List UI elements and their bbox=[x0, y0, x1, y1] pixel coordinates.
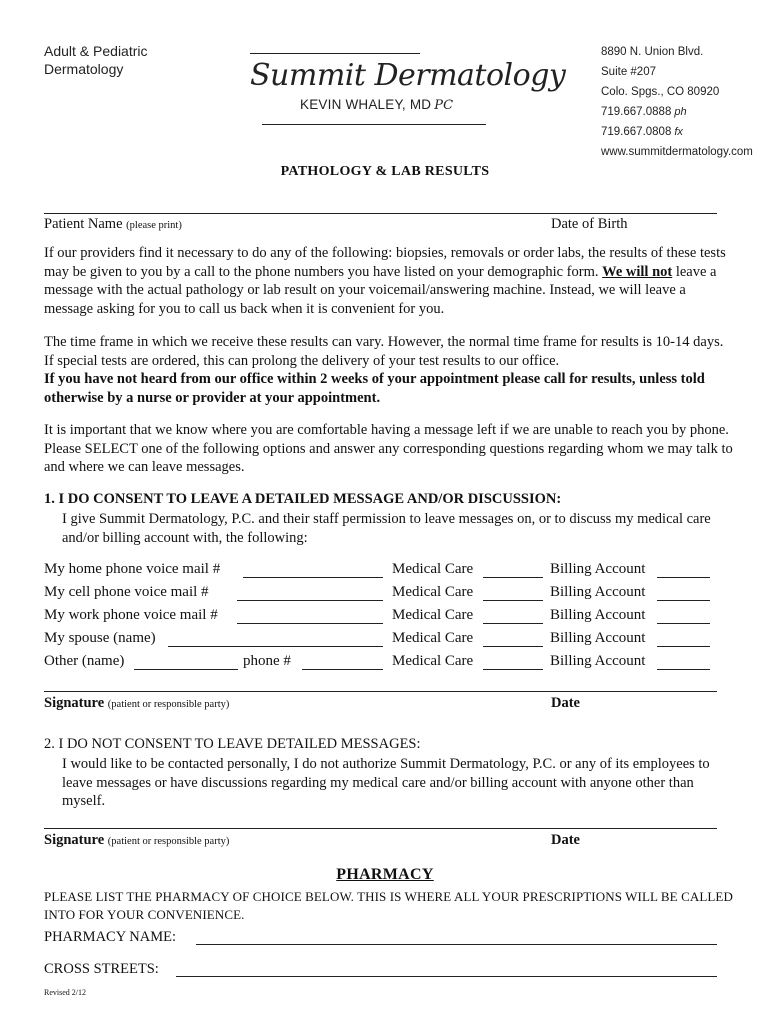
signature-hint: (patient or responsible party) bbox=[107, 699, 230, 710]
spouse-name-field[interactable] bbox=[168, 632, 383, 647]
medical-care-label: Medical Care bbox=[392, 584, 474, 600]
section2-date-label: Date bbox=[551, 832, 580, 848]
intro-p1-emphasis: We will not bbox=[602, 263, 673, 280]
work-billing-field[interactable] bbox=[657, 609, 710, 624]
pharmacy-name-label: PHARMACY NAME: bbox=[44, 929, 176, 945]
billing-account-label: Billing Account bbox=[550, 607, 646, 623]
logo-rule-bottom bbox=[262, 124, 486, 125]
website[interactable]: www.summitdermatology.com bbox=[601, 146, 753, 158]
billing-account-label: Billing Account bbox=[550, 653, 646, 669]
other-name-field[interactable] bbox=[134, 655, 238, 670]
pharmacy-name-field[interactable] bbox=[196, 944, 717, 945]
pharmacy-title: PHARMACY bbox=[336, 866, 434, 883]
home-medical-field[interactable] bbox=[483, 563, 543, 578]
logo-title: Summit Dermatology bbox=[250, 58, 566, 93]
logo-rule-top bbox=[250, 53, 420, 54]
practice-address bbox=[601, 42, 753, 162]
patient-name-label bbox=[44, 216, 182, 233]
home-phone-field[interactable] bbox=[243, 563, 383, 578]
intro-p2-a: The time frame in which we receive these results can vary. However, the normal time frame for results is 10-14 days. If special tests are ordered, this can prolong the delivery of your test results to our office. bbox=[44, 334, 724, 369]
billing-account-label: Billing Account bbox=[550, 561, 646, 577]
medical-care-label: Medical Care bbox=[392, 607, 474, 623]
revision-note: Revised 2/12 bbox=[44, 988, 86, 997]
option-label: My cell phone voice mail # bbox=[44, 584, 209, 600]
cell-billing-field[interactable] bbox=[657, 586, 710, 601]
section1-signature-line[interactable] bbox=[44, 691, 717, 692]
section2-signature-label bbox=[44, 832, 229, 849]
signature-text: Signature bbox=[44, 832, 105, 848]
document-title: PATHOLOGY & LAB RESULTS bbox=[280, 164, 490, 179]
medical-care-label: Medical Care bbox=[392, 653, 474, 669]
section1-signature-label bbox=[44, 695, 229, 712]
fax-line bbox=[601, 122, 753, 142]
signature-text: Signature bbox=[44, 695, 105, 711]
cell-phone-field[interactable] bbox=[237, 586, 383, 601]
section2-signature-line[interactable] bbox=[44, 828, 717, 829]
section2-text: I would like to be contacted personally, I do not authorize Summit Dermatology, P.C. or any of its employees to leave messages or have discussions regarding my medical care and/or billing account with anyone other than myself. bbox=[62, 756, 710, 809]
phone-number: 719.667.0888 bbox=[601, 106, 672, 118]
option-row-work bbox=[44, 607, 734, 629]
option-row-other bbox=[44, 653, 734, 675]
option-row-home bbox=[44, 561, 734, 583]
other-billing-field[interactable] bbox=[657, 655, 710, 670]
intro-p2-bold: If you have not heard from our office within 2 weeks of your appointment please call for results, unless told otherwise by a nurse or provider at your appointment. bbox=[44, 371, 705, 406]
billing-account-label: Billing Account bbox=[550, 584, 646, 600]
logo-doctor-name: KEVIN WHALEY, MD bbox=[300, 97, 432, 112]
option-label: My work phone voice mail # bbox=[44, 607, 218, 623]
intro-paragraph-2 bbox=[44, 333, 734, 407]
pharmacy-instructions: PLEASE LIST THE PHARMACY OF CHOICE BELOW. THIS IS WHERE ALL YOUR PRESCRIPTIONS WILL BE CALLED INTO FOR YOUR CONVENIENCE. bbox=[44, 889, 733, 922]
phone-label: ph bbox=[674, 106, 687, 118]
cross-streets-field[interactable] bbox=[176, 976, 717, 977]
address-line3: Colo. Spgs., CO 80920 bbox=[601, 86, 720, 98]
intro-paragraph-3: It is important that we know where you are comfortable having a message left if we are unable to reach you by phone. Please SELECT one of the following options and answer any corresponding questions regarding whom we may talk to and where we can leave messages. bbox=[44, 422, 733, 475]
practice-type-line1: Adult & Pediatric bbox=[44, 43, 148, 59]
practice-type bbox=[44, 42, 148, 78]
spouse-billing-field[interactable] bbox=[657, 632, 710, 647]
option-label: My spouse (name) bbox=[44, 630, 156, 646]
phone-line bbox=[601, 102, 753, 122]
other-phone-label: phone # bbox=[243, 653, 291, 669]
medical-care-label: Medical Care bbox=[392, 630, 474, 646]
patient-name-hint: (please print) bbox=[126, 220, 182, 231]
option-label: Other (name) bbox=[44, 653, 125, 669]
patient-name-text: Patient Name bbox=[44, 216, 123, 232]
signature-hint: (patient or responsible party) bbox=[107, 836, 230, 847]
option-label: My home phone voice mail # bbox=[44, 561, 221, 577]
billing-account-label: Billing Account bbox=[550, 630, 646, 646]
intro-p1-a: If our providers find it necessary to do any of the following: biopsies, removals or order labs, the results of these tests may be given to you by a call to the phone numbers you have listed on your demographic form. bbox=[44, 245, 726, 280]
section1-date-label: Date bbox=[551, 695, 580, 711]
fax-label: fx bbox=[674, 126, 683, 138]
other-medical-field[interactable] bbox=[483, 655, 543, 670]
other-phone-field[interactable] bbox=[302, 655, 383, 670]
patient-field-line[interactable] bbox=[44, 213, 717, 214]
spouse-medical-field[interactable] bbox=[483, 632, 543, 647]
section1-text: I give Summit Dermatology, P.C. and their staff permission to leave messages on, or to discuss my medical care and/or billing account with, the following: bbox=[62, 511, 711, 546]
practice-type-line2: Dermatology bbox=[44, 61, 124, 77]
option-row-spouse bbox=[44, 630, 734, 652]
cell-medical-field[interactable] bbox=[483, 586, 543, 601]
section1-heading: 1. I DO CONSENT TO LEAVE A DETAILED MESSAGE AND/OR DISCUSSION: bbox=[44, 491, 562, 507]
cross-streets-label: CROSS STREETS: bbox=[44, 961, 159, 977]
medical-care-label: Medical Care bbox=[392, 561, 474, 577]
logo-doctor bbox=[300, 97, 453, 113]
option-row-cell bbox=[44, 584, 734, 606]
work-medical-field[interactable] bbox=[483, 609, 543, 624]
address-line1: 8890 N. Union Blvd. bbox=[601, 46, 704, 58]
home-billing-field[interactable] bbox=[657, 563, 710, 578]
intro-paragraph-1 bbox=[44, 244, 734, 318]
work-phone-field[interactable] bbox=[237, 609, 383, 624]
address-line2: Suite #207 bbox=[601, 66, 656, 78]
fax-number: 719.667.0808 bbox=[601, 126, 672, 138]
dob-label: Date of Birth bbox=[551, 216, 628, 232]
intro-p1-c: leave a message with the actual pathology or lab result on your voicemail/answering machine. Instead, we will leave a message asking for you to call us back when it is convenient for you. bbox=[44, 263, 717, 317]
section2-heading: 2. I DO NOT CONSENT TO LEAVE DETAILED MESSAGES: bbox=[44, 736, 421, 752]
logo-pc: PC bbox=[434, 98, 454, 113]
